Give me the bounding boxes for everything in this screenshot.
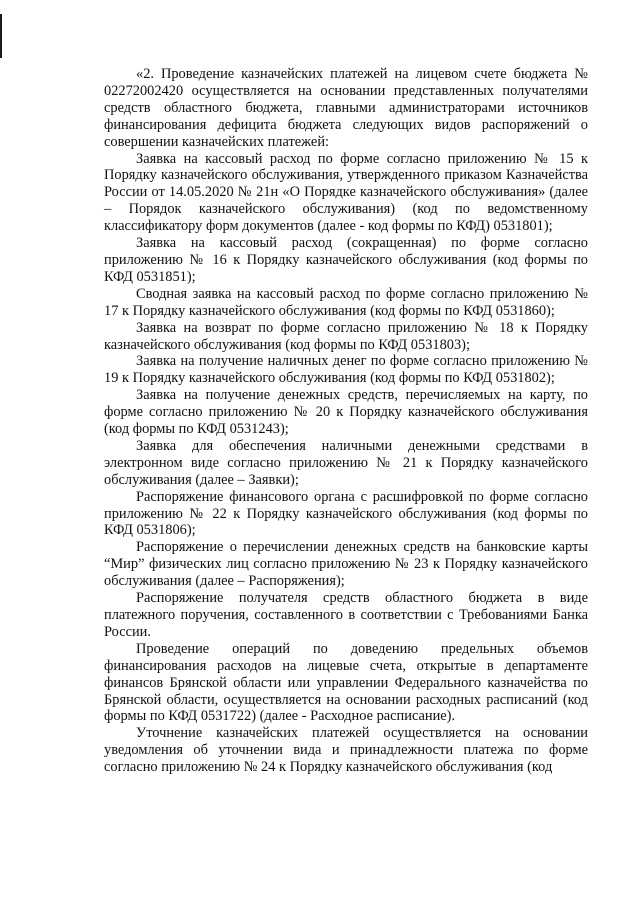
paragraph-form-0531803: Заявка на возврат по форме согласно приложению № 18 к Порядку казначейского обслуживания (код формы по КФД 0531803);	[104, 319, 588, 353]
paragraph-form-0531243: Заявка на получение денежных средств, перечисляемых на карту, по форме согласно приложению № 20 к Порядку казначейского обслуживания (код формы по КФД 0531243);	[104, 387, 588, 438]
paragraph-expenditure-schedule: Проведение операций по доведению предельных объемов финансирования расходов на лицевые счета, открытые в департаменте финансов Брянской области или управлении Федерального казначейства по Брянской области, осуществляется на основании расходных расписаний (код формы по КФД 0531722) (далее - Расходное расписание).	[104, 640, 588, 725]
binding-mark	[0, 14, 2, 58]
paragraph-intro: «2. Проведение казначейских платежей на лицевом счете бюджета № 02272002420 осуществляется на основании представленных получателями средств областного бюджета, главными администраторами источников финансирования дефицита бюджета следующих видов распоряжений о совершении казначейских платежей:	[104, 66, 588, 150]
paragraph-form-0531806: Распоряжение финансового органа с расшифровкой по форме согласно приложению № 22 к Порядку казначейского обслуживания (код формы по КФД 0531806);	[104, 488, 588, 539]
paragraph-form-0531851: Заявка на кассовый расход (сокращенная) по форме согласно приложению № 16 к Порядку казначейского обслуживания (код формы по КФД 0531851);	[104, 235, 588, 285]
paragraph-mir-cards: Распоряжение о перечислении денежных средств на банковские карты “Мир” физических лиц согласно приложению № 23 к Порядку казначейского обслуживания (далее – Распоряжения);	[104, 539, 588, 590]
paragraph-payment-order: Распоряжение получателя средств областного бюджета в виде платежного поручения, составленного в соответствии с Требованиями Банка России.	[104, 590, 588, 640]
paragraph-form-0531801: Заявка на кассовый расход по форме согласно приложению № 15 к Порядку казначейского обслуживания, утвержденного приказом Казначейства России от 14.05.2020 № 21н «О Порядке казначейского обслуживания» (далее – Порядок казначейского обслуживания) (код по ведомственному классификатору форм документов (далее - код формы по КФД) 0531801);	[104, 150, 588, 235]
paragraph-form-0531860: Сводная заявка на кассовый расход по форме согласно приложению № 17 к Порядку казначейского обслуживания (код формы по КФД 0531860);	[104, 285, 588, 319]
paragraph-payment-clarification: Уточнение казначейских платежей осуществляется на основании уведомления об уточнении вида и принадлежности платежа по форме согласно приложению № 24 к Порядку казначейского обслуживания (код	[104, 725, 588, 776]
paragraph-cash-provision: Заявка для обеспечения наличными денежными средствами в электронном виде согласно приложению № 21 к Порядку казначейского обслуживания (далее – Заявки);	[104, 437, 588, 488]
document-body	[104, 66, 588, 776]
paragraph-form-0531802: Заявка на получение наличных денег по форме согласно приложению № 19 к Порядку казначейского обслуживания (код формы по КФД 0531802);	[104, 353, 588, 387]
